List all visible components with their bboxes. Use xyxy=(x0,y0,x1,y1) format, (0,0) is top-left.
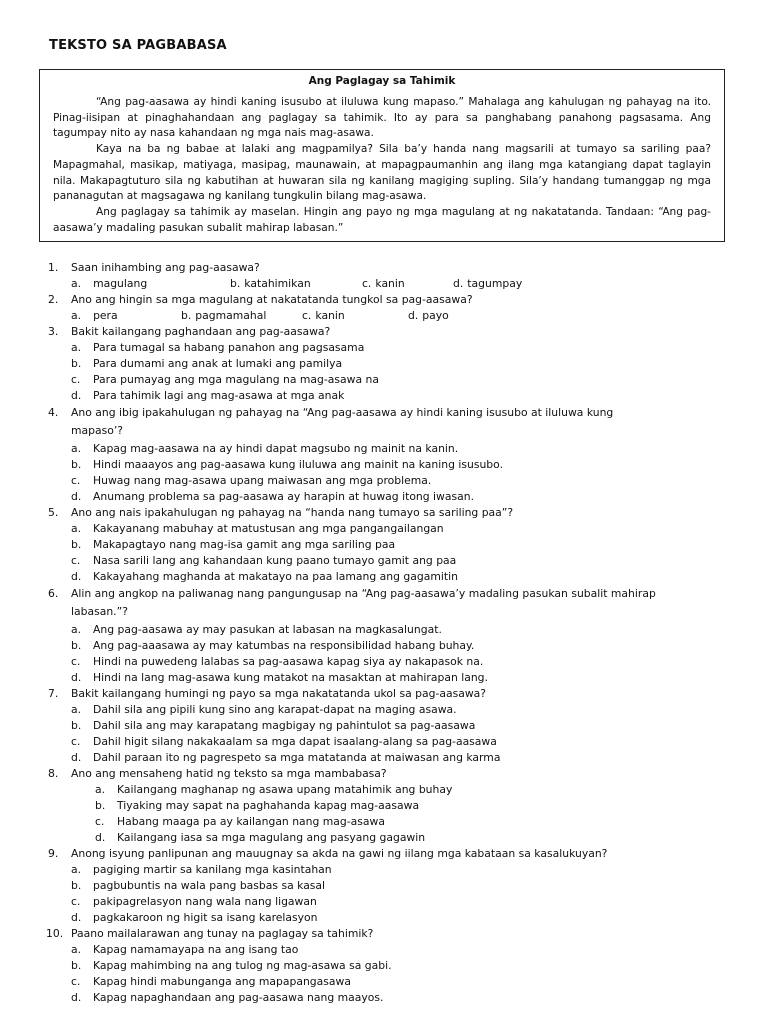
option-1a: a. magulang xyxy=(71,277,148,290)
passage-paragraph-2: Kaya na ba ng babae at lalaki ang magpamilya? Sila ba’y handa nang magsarili at tumayo sa sariling paa? Mapagmahal, masikap, matiyaga, masipag, maunawain, at mapagpaumanhin ang ilang mga katangiang dapat taglayin nila. Makapagtuturo sila ng kabutihan at huwaran sila ng kanilang magiging supling. Sila’y handang tumanggap ng mga pananagutan at magsagawa ng kanilang tungkulin bilang mag-asawa. xyxy=(53,143,711,203)
question-text: Ano ang mensaheng hatid ng teksto sa mga mambabasa? xyxy=(71,767,387,780)
reading-passage-box xyxy=(39,69,725,242)
question-number: 6. xyxy=(48,587,59,600)
option-1d: d. tagumpay xyxy=(453,277,523,290)
question-text: Bakit kailangang humingi ng payo sa mga nakatatanda ukol sa pag-aasawa? xyxy=(71,687,486,700)
question-text: Anong isyung panlipunan ang mauugnay sa akda na gawi ng iilang mga kabataan sa kasalukuyan? xyxy=(71,847,608,860)
question-number: 3. xyxy=(48,325,59,338)
passage-paragraph-3: Ang paglagay sa tahimik ay maselan. Hingin ang payo ng mga magulang at ng nakatatanda. Tandaan: “Ang pag-aasawa’y madaling pasukan subalit mahirap labasan.” xyxy=(53,205,711,234)
question-number: 9. xyxy=(48,847,59,860)
option-1b: b. katahimikan xyxy=(230,277,311,290)
question-number: 2. xyxy=(48,293,59,306)
option-2c: c. kanin xyxy=(302,309,345,322)
page-title: TEKSTO SA PAGBABASA xyxy=(49,38,227,53)
question-text: Bakit kailangang paghandaan ang pag-aasawa? xyxy=(71,325,331,338)
option-2d: d. payo xyxy=(408,309,449,322)
question-number: 5. xyxy=(48,506,59,519)
question-number: 10. xyxy=(46,927,64,940)
passage-paragraph-1: “Ang pag-aasawa ay hindi kaning isusubo at iluluwa kung mapaso.” Mahalaga ang kahulugan ng pahayag na ito. Pinag-iisipan at pinaghahandaan ang paglagay sa tahimik. Ito ay para sa panghabang panahong pagsasama. Ang tagumpay nito ay nasa kahandaan ng mga nais mag-asawa. xyxy=(53,96,711,140)
question-text: Ano ang ibig ipakahulugan ng pahayag na “Ang pag-aasawa ay hindi kaning isusubo at iluluwa kung mapaso’? xyxy=(71,406,614,437)
question-text: Paano mailalarawan ang tunay na paglagay sa tahimik? xyxy=(71,927,374,940)
passage-title: Ang Paglagay sa Tahimik xyxy=(308,75,456,87)
option-2b: b. pagmamahal xyxy=(181,309,267,322)
question-text: Ano ang nais ipakahulugan ng pahayag na “handa nang tumayo sa sariling paa”? xyxy=(71,506,514,519)
option-1c: c. kanin xyxy=(362,277,405,290)
option-2a: a. pera xyxy=(71,309,118,322)
question-number: 4. xyxy=(48,406,59,419)
question-number: 1. xyxy=(48,261,59,274)
question-number: 8. xyxy=(48,767,59,780)
question-text: Ano ang hingin sa mga magulang at nakatatanda tungkol sa pag-aasawa? xyxy=(71,293,473,306)
worksheet-page: TEKSTO SA PAGBABASA Ang Paglagay sa Tahimik “Ang pag-aasawa ay hindi kaning isusubo at iluluwa kung mapaso.” Mahalaga ang kahulugan ng pahayag na ito. Pinag-iisipan at pinaghahandaan ang paglagay sa tahimik. Ito ay para sa panghabang panahong pagsasama. Ang tagumpay nito ay nasa kahandaan ng mga nais mag-asawa. Kaya na ba ng babae at lalaki ang magpamilya? Sila ba’y handa nang magsarili at tumayo sa sariling paa? Mapagmahal, masikap, matiyaga, masipag, maunawain, at mapagpaumanhin ang ilang mga katangiang dapat taglayin nila. Makapagtuturo sila ng kabutihan at huwaran sila ng kanilang magiging supling. Sila’y handang tumanggap ng mga pananagutan at magsagawa ng kanilang tungkulin bilang mag-asawa. Ang paglagay sa tahimik ay maselan. Hingin ang payo ng mga magulang at ng nakatatanda. Tandaan: “Ang pag-aasawa’y madaling pasukan subalit mahirap labasan.” 1. Saan inihambing ang pag-aasawa? a. magulang b. katahimikan c. kanin d. tagumpay 2. Ano ang hingin sa mga magulang at nakatatanda tungkol sa pag-aasawa? a. pera b. pagmamahal c. kanin d. payo 3. Bakit kailangang paghandaan ang pag-aasawa? a. Para tumagal sa habang panahon ang pagsasama b. Para dumami ang anak at lumaki ang pamilya c. Para pumayag ang mga magulang na mag-asawa na d. Para tahimik lagi ang mag-asawa at mga anak 4. Ano ang ibig ipakahulugan ng pahayag na “Ang pag-aasawa ay hindi kaning isusubo at iluluwa kung mapaso’? a. Kapag mag-aasawa na ay hindi dapat magsubo ng mainit na kanin. b. Hindi maaayos ang pag-aasawa kung iluluwa ang mainit na kaning isusubo. c. Huwag nang mag-asawa upang maiwasan ang mga problema. d. Anumang problema sa pag-aasawa ay harapin at huwag itong iwasan. 5. Ano ang nais ipakahulugan ng pahayag na “handa nang tumayo sa sariling paa”? a. Kakayanang mabuhay at matustusan ang mga pangangailangan b. Makapagtayo nang mag-isa gamit ang mga sariling paa c. Nasa sarili lang ang kahandaan kung paano tumayo gamit ang paa d. Kakayahang maghanda at makatayo na paa lamang ang gagamitin 6. Alin ang angkop na paliwanag nang pangungusap na “Ang pag-aasawa’y madaling pasukan subalit mahirap labasan.”? a. Ang pag-aasawa ay may pasukan at labasan na magkasalungat. b. Ang pag-aaasawa ay may katumbas na responsibilidad habang buhay. c. Hindi na puwedeng lalabas sa pag-aasawa kapag siya ay nakapasok na. d. Hindi na lang mag-asawa kung matakot na masaktan at mahirapan lang. 7. Bakit kailangang humingi ng payo sa mga nakatatanda ukol sa pag-aasawa? a. Dahil sila ang pipili kung sino ang karapat-dapat na maging asawa. b. Dahil sila ang may karapatang magbigay ng pahintulot sa pag-aasawa c. Dahil higit silang nakakaalam sa mga dapat isaalang-alang sa pag-aasawa d. Dahil paraan ito ng pagrespeto sa mga matatanda at maiwasan ang karma 8. Ano ang mensaheng hatid ng teksto sa mga mambabasa? a. Kailangang maghanap ng asawa upang matahimik ang buhay b. Tiyaking may sapat na paghahanda kapag mag-aasawa c. Habang maaga pa ay kailangan nang mag-asawa d. Kailangang iasa sa mga magulang ang pasyang gagawin 9. Anong isyung panlipunan ang mauugnay sa akda na gawi ng iilang mga kabataan sa kasalukuyan? a. pagiging martir sa kanilang mga kasintahan b. pagbubuntis na wala pang basbas sa kasal c. pakipagrelasyon nang wala nang ligawan d. pagkakaroon ng higit sa isang karelasyon 10. Paano mailalarawan ang tunay na paglagay sa tahimik? a. Kapag namamayapa na ang isang tao b. Kapag mahimbing na ang tulog ng mag-asawa sa gabi. c. Kapag hindi mabunganga ang mapapangasawa d. Kapag napaghandaan ang pag-aasawa nang maayos. xyxy=(0,0,768,1024)
question-number: 7. xyxy=(48,687,59,700)
question-text: Alin ang angkop na paliwanag nang pangungusap na “Ang pag-aasawa’y madaling pasukan subalit mahirap labasan.”? xyxy=(71,587,656,618)
question-text: Saan inihambing ang pag-aasawa? xyxy=(71,261,260,274)
